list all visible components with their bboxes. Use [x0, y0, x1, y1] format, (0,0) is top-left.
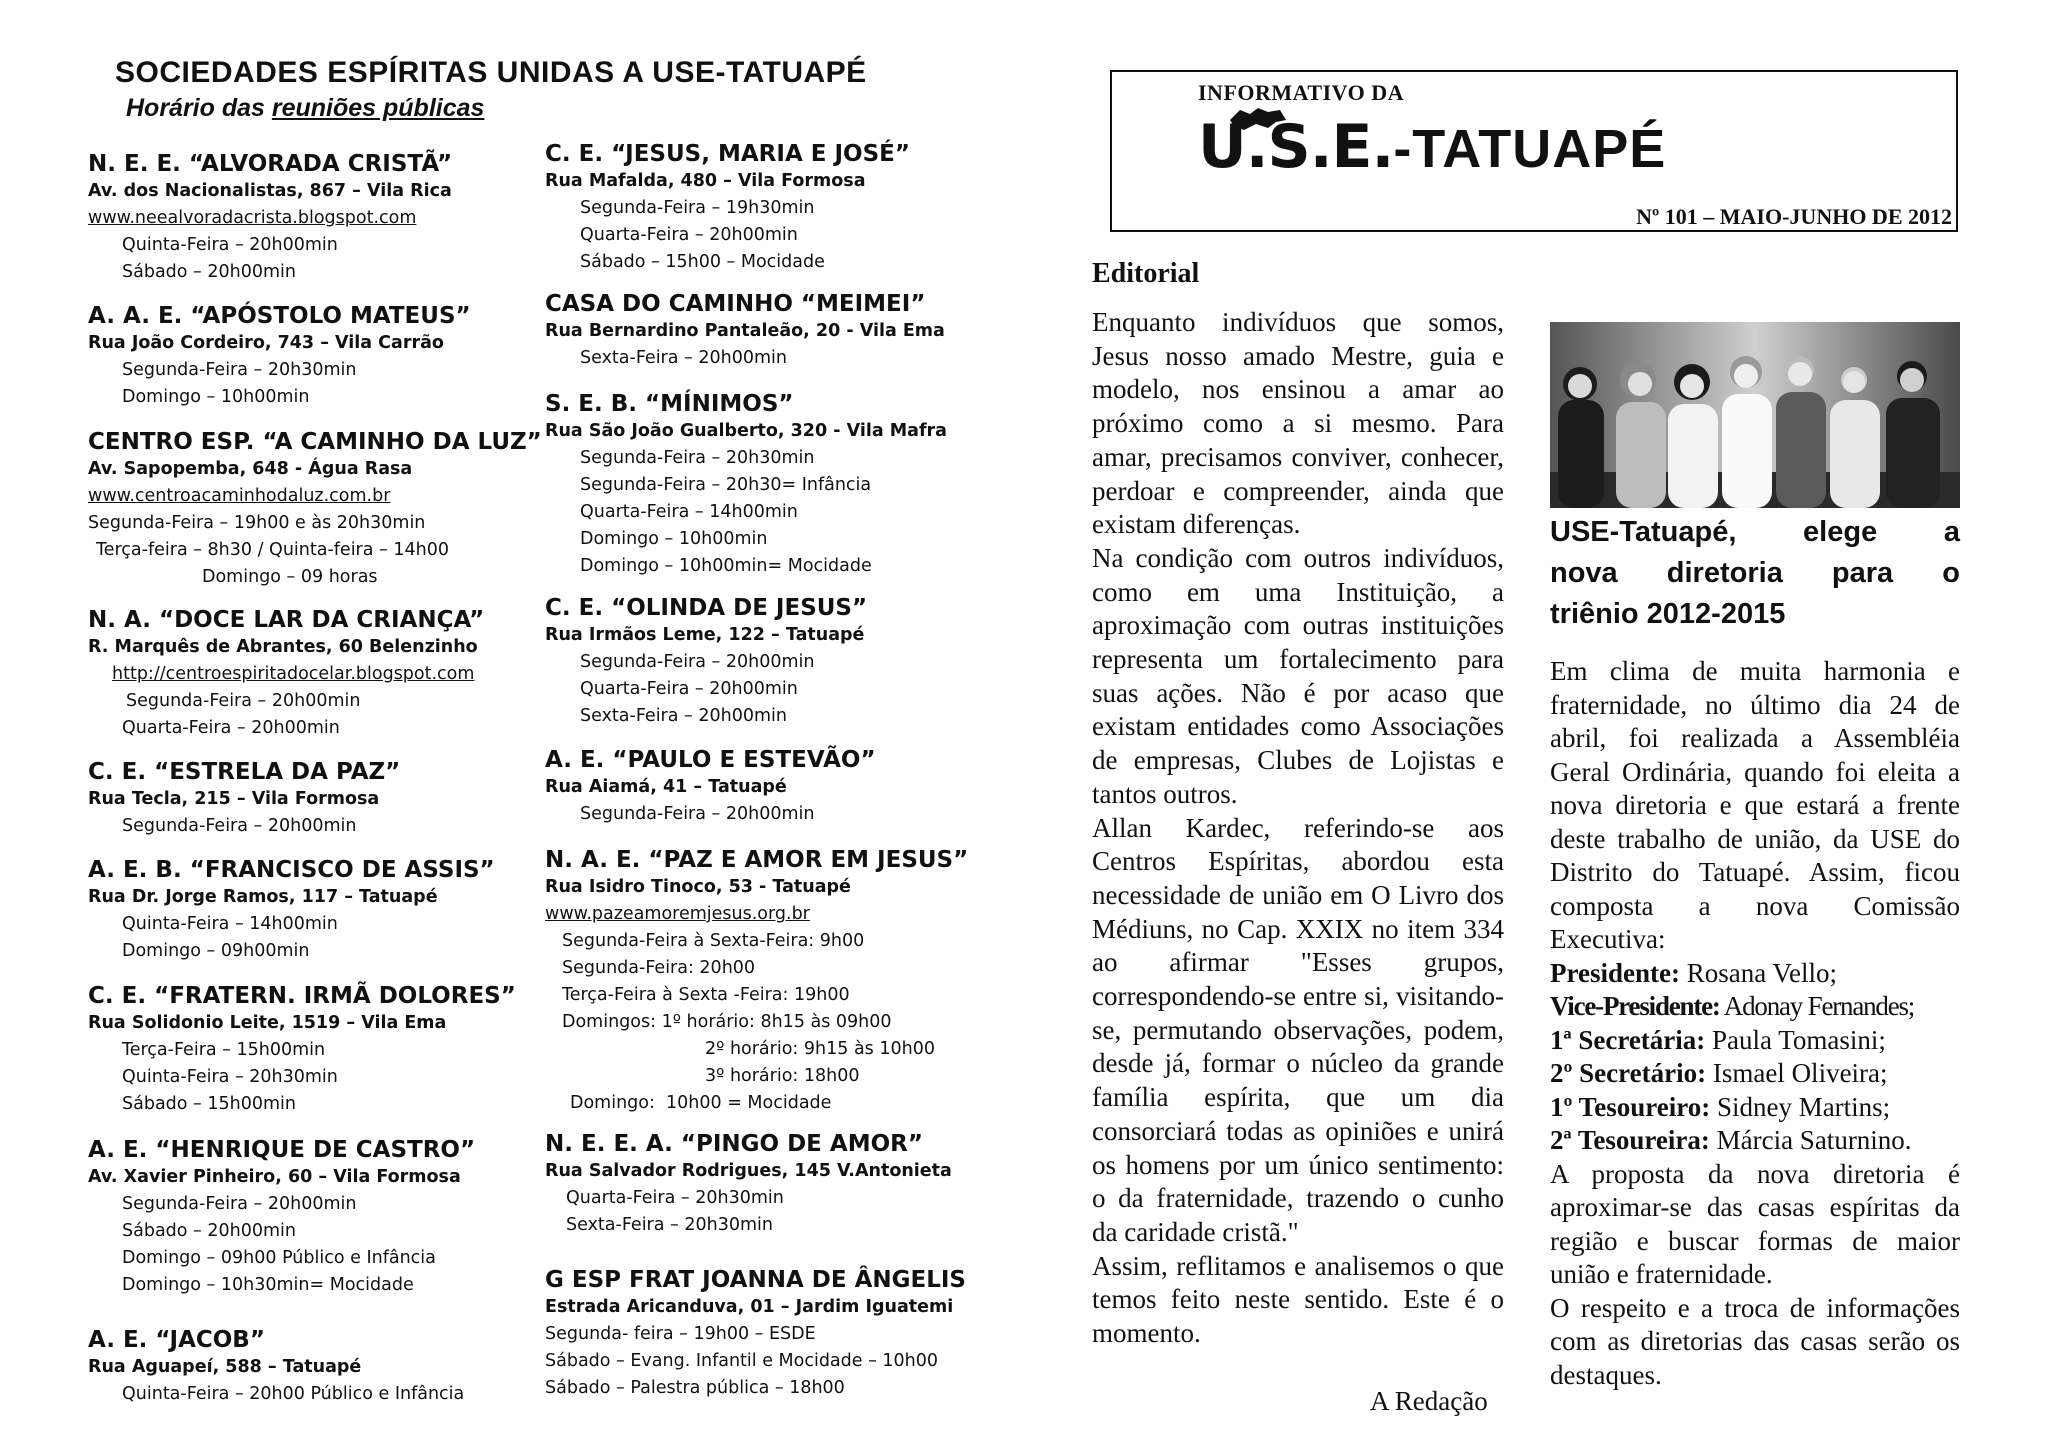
masthead-top-line: INFORMATIVO DA [1198, 80, 1404, 105]
schedule-line: Quinta-Feira – 14h00min [122, 914, 338, 934]
society-name: C. E. “OLINDA DE JESUS” [545, 595, 868, 621]
society-name: N. A. E. “PAZ E AMOR EM JESUS” [545, 847, 969, 873]
society-address: Rua Aguapeí, 588 – Tatuapé [88, 1357, 362, 1377]
board-person: Sidney Martins; [1710, 1091, 1891, 1122]
board-member [1550, 990, 1960, 1024]
society-name: C. E. “ESTRELA DA PAZ” [88, 759, 401, 785]
subtitle-prefix: Horário das [126, 94, 272, 122]
society-website-link[interactable]: www.neealvoradacrista.blogspot.com [88, 208, 417, 228]
society-entry [545, 1130, 952, 1239]
group-photo [1550, 322, 1960, 508]
page-subtitle [126, 94, 484, 123]
society-entry [88, 1136, 475, 1299]
society-address: R. Marquês de Abrantes, 60 Belenzinho [88, 637, 478, 657]
schedule-line: Sexta-Feira – 20h30min [566, 1215, 773, 1235]
society-address: Av. Sapopemba, 648 - Água Rasa [88, 459, 413, 479]
schedule-line: Segunda-Feira – 19h30min [580, 198, 815, 218]
society-name: A. E. B. “FRANCISCO DE ASSIS” [88, 857, 495, 883]
schedule-line: Sábado – 20h00min [122, 1221, 296, 1241]
society-name: N. A. “DOCE LAR DA CRIANÇA” [88, 607, 485, 633]
schedule-line: Quarta-Feira – 20h00min [580, 225, 798, 245]
board-member [1550, 1024, 1960, 1058]
schedule-line: 3º horário: 18h00 [705, 1066, 860, 1086]
masthead-logo [1198, 112, 1666, 182]
board-member [1550, 957, 1960, 991]
schedule-line: Domingo – 10h00min= Mocidade [580, 556, 872, 576]
society-address: Rua Tecla, 215 – Vila Formosa [88, 789, 380, 809]
news-title-line: nova diretoria para o [1550, 557, 1960, 589]
editorial-paragraph: Assim, reflitamos e analisemos o que temos feito neste sentido. Este é o momento. [1092, 1250, 1504, 1349]
news-title-line: triênio 2012-2015 [1550, 598, 1786, 630]
editorial-signature: A Redação [1370, 1386, 1488, 1416]
society-entry [545, 390, 947, 580]
schedule-line: Quarta-Feira – 20h00min [580, 679, 798, 699]
society-address: Rua Solidonio Leite, 1519 – Vila Ema [88, 1013, 447, 1033]
schedule-line: Domingos: 1º horário: 8h15 às 09h00 [562, 1012, 892, 1032]
schedule-line: Domingo: 10h00 = Mocidade [570, 1093, 832, 1113]
society-address: Av. dos Nacionalistas, 867 – Vila Rica [88, 181, 452, 201]
schedule-line: Segunda-Feira – 20h30min [122, 360, 357, 380]
society-name: CENTRO ESP. “A CAMINHO DA LUZ” [88, 429, 542, 455]
page-title: SOCIEDADES ESPÍRITAS UNIDAS A USE-TATUAPÉ [115, 56, 867, 89]
board-role: 2ª Tesoureira: [1550, 1125, 1710, 1155]
logo-tatuape: -TATUAPÉ [1393, 119, 1667, 179]
schedule-line: Terça-Feira – 15h00min [122, 1040, 326, 1060]
news-intro: Em clima de muita harmonia e fraternidade, no último dia 24 de abril, foi realizada a Assembléia Geral Ordinária, quando foi eleita a nova diretoria e que estará a frente deste trabalho de união, da USE do Distrito do Tatuapé. Assim, ficou composta a nova Comissão Executiva: [1550, 656, 1960, 954]
editorial-paragraph: Enquanto indivíduos que somos, Jesus nosso amado Mestre, guia e modelo, nos ensinou a amar ao próximo como a si mesmo. Para amar, precisamos conviver, conhecer, perdoar e compreender, ainda que existam diferenças. [1092, 307, 1504, 540]
schedule-line: 2º horário: 9h15 às 10h00 [705, 1039, 935, 1059]
society-address: Rua Mafalda, 480 – Vila Formosa [545, 171, 866, 191]
society-entry [545, 594, 867, 730]
society-entry [88, 982, 516, 1118]
board-person: Rosana Vello; [1679, 957, 1837, 988]
society-entry [88, 428, 542, 591]
schedule-line: Segunda-Feira – 20h00min [580, 804, 815, 824]
board-role: Presidente: [1550, 957, 1680, 988]
schedule-line: Segunda-Feira – 19h00 e às 20h30min [88, 513, 426, 533]
society-name: C. E. “JESUS, MARIA E JOSÉ” [545, 141, 910, 167]
schedule-line: Domingo – 09h00min [122, 941, 310, 961]
schedule-line: Segunda-Feira – 20h00min [122, 1194, 357, 1214]
society-address: Rua Aiamá, 41 – Tatuapé [545, 777, 787, 797]
logo-use: U.S.E. [1198, 112, 1394, 182]
society-address: Rua São João Gualberto, 320 - Vila Mafra [545, 421, 947, 441]
society-name: A. E. “HENRIQUE DE CASTRO” [88, 1137, 476, 1163]
news-body [1550, 655, 1960, 1392]
society-name: A. E. “JACOB” [88, 1327, 265, 1353]
schedule-line: Segunda-Feira – 20h00min [122, 816, 357, 836]
issue-number: Nº 101 – MAIO-JUNHO DE 2012 [1636, 204, 1952, 229]
society-address: Rua João Cordeiro, 743 – Vila Carrão [88, 333, 444, 353]
schedule-line: Segunda-Feira – 20h30= Infância [580, 475, 872, 495]
board-role: Vice-Presidente: [1550, 991, 1720, 1021]
schedule-line: Segunda-Feira – 20h30min [580, 448, 815, 468]
society-address: Rua Isidro Tinoco, 53 - Tatuapé [545, 877, 851, 897]
schedule-line: Domingo – 09 horas [202, 567, 378, 587]
schedule-line: Terça-feira – 8h30 / Quinta-feira – 14h00 [96, 540, 449, 560]
news-title [1550, 512, 1960, 635]
society-entry [88, 302, 471, 411]
society-name: C. E. “FRATERN. IRMÃ DOLORES” [88, 983, 516, 1009]
schedule-line: Quinta-Feira – 20h00 Público e Infância [122, 1384, 465, 1404]
board-role: 1º Tesoureiro: [1550, 1091, 1711, 1122]
schedule-line: Sábado – Evang. Infantil e Mocidade – 10h00 [545, 1351, 939, 1371]
schedule-line: Sábado – 15h00 – Mocidade [580, 252, 825, 272]
society-name: N. E. E. “ALVORADA CRISTÃ” [88, 151, 453, 177]
schedule-line: Quinta-Feira – 20h30min [122, 1067, 338, 1087]
board-member [1550, 1057, 1960, 1091]
news-closing: O respeito e a troca de informações com as diretorias das casas serão os destaques. [1550, 1292, 1960, 1390]
society-entry [88, 856, 495, 965]
society-entry [545, 290, 945, 372]
schedule-line: Segunda-Feira: 20h00 [562, 958, 756, 978]
board-person: Paula Tomasini; [1705, 1024, 1886, 1055]
society-entry [88, 606, 484, 742]
society-address: Estrada Aricanduva, 01 – Jardim Iguatemi [545, 1297, 954, 1317]
society-entry [88, 150, 452, 286]
news-title-line: USE-Tatuapé, elege a [1550, 516, 1960, 548]
society-website-link[interactable]: www.pazeamoremjesus.org.br [545, 904, 810, 924]
society-entry [88, 758, 400, 840]
schedule-line: Domingo – 10h00min [122, 387, 310, 407]
board-member [1550, 1091, 1960, 1125]
board-role: 2º Secretário: [1550, 1058, 1707, 1088]
schedule-line: Segunda-Feira – 20h00min [580, 652, 815, 672]
society-address: Rua Dr. Jorge Ramos, 117 – Tatuapé [88, 887, 438, 907]
schedule-line: Sexta-Feira – 20h00min [580, 706, 787, 726]
society-entry [545, 746, 876, 828]
society-name: N. E. E. A. “PINGO DE AMOR” [545, 1131, 923, 1157]
schedule-line: Sexta-Feira – 20h00min [580, 348, 787, 368]
society-address: Rua Salvador Rodrigues, 145 V.Antonieta [545, 1161, 952, 1181]
society-website-link[interactable]: http://centroespiritadocelar.blogspot.com [112, 664, 475, 684]
society-entry [88, 1326, 464, 1408]
society-name: A. E. “PAULO E ESTEVÃO” [545, 747, 876, 773]
subtitle-underlined: reuniões públicas [271, 94, 485, 122]
schedule-line: Quarta-Feira – 14h00min [580, 502, 798, 522]
schedule-line: Sábado – 15h00min [122, 1094, 296, 1114]
schedule-line: Terça-Feira à Sexta -Feira: 19h00 [562, 985, 850, 1005]
schedule-line: Quinta-Feira – 20h00min [122, 235, 338, 255]
schedule-line: Domingo – 10h30min= Mocidade [122, 1275, 414, 1295]
board-person: Márcia Saturnino. [1709, 1125, 1912, 1155]
society-name: A. A. E. “APÓSTOLO MATEUS” [88, 303, 471, 329]
board-role: 1ª Secretária: [1550, 1024, 1706, 1055]
society-entry [545, 140, 910, 276]
schedule-line: Sábado – Palestra pública – 18h00 [545, 1378, 845, 1398]
board-person: Adonay Fernandes; [1719, 991, 1915, 1021]
society-address: Av. Xavier Pinheiro, 60 – Vila Formosa [88, 1167, 461, 1187]
schedule-line: Segunda- feira – 19h00 – ESDE [545, 1324, 816, 1344]
society-entry [545, 1266, 966, 1402]
board-person: Ismael Oliveira; [1706, 1058, 1888, 1088]
board-member [1550, 1124, 1960, 1158]
editorial-paragraph: Na condição com outros indivíduos, como em uma Instituição, a aproximação com outras instituições representa um fortalecimento para suas ações. Não é por acaso que existam entidades como Associações de empresas, Clubes de Lojistas e tantos outros. [1092, 542, 1504, 809]
society-name: CASA DO CAMINHO “MEIMEI” [545, 291, 926, 317]
editorial-body [1092, 306, 1504, 1351]
society-address: Rua Irmãos Leme, 122 – Tatuapé [545, 625, 865, 645]
society-name: S. E. B. “MÍNIMOS” [545, 391, 794, 417]
editorial-paragraph: Allan Kardec, referindo-se aos Centros Espíritas, abordou esta necessidade de união em O Livro dos Médiuns, no Cap. XXIX no item 334 ao afirmar "Esses grupos, correspondendo-se entre si, visitando-se, permutando observações, podem, desde já, formar o núcleo da grande família espírita, que um dia consorciará todas as opiniões e unirá os homens por um único sentimento: o da fraternidade, trazendo o cunho da caridade cristã." [1092, 812, 1504, 1247]
society-name: G ESP FRAT JOANNA DE ÂNGELIS [545, 1267, 966, 1293]
schedule-line: Quarta-Feira – 20h00min [122, 718, 340, 738]
editorial-heading: Editorial [1092, 258, 1200, 289]
schedule-line: Domingo – 10h00min [580, 529, 768, 549]
society-website-link[interactable]: www.centroacaminhodaluz.com.br [88, 486, 391, 506]
society-entry [545, 846, 968, 1117]
society-address: Rua Bernardino Pantaleão, 20 - Vila Ema [545, 321, 945, 341]
schedule-line: Quarta-Feira – 20h30min [566, 1188, 784, 1208]
schedule-line: Domingo – 09h00 Público e Infância [122, 1248, 436, 1268]
schedule-line: Segunda-Feira à Sexta-Feira: 9h00 [562, 931, 865, 951]
schedule-line: Sábado – 20h00min [122, 262, 296, 282]
news-closing: A proposta da nova diretoria é aproximar-se das casas espíritas da região e buscar formas de maior união e fraternidade. [1550, 1158, 1960, 1289]
schedule-line: Segunda-Feira – 20h00min [126, 691, 361, 711]
